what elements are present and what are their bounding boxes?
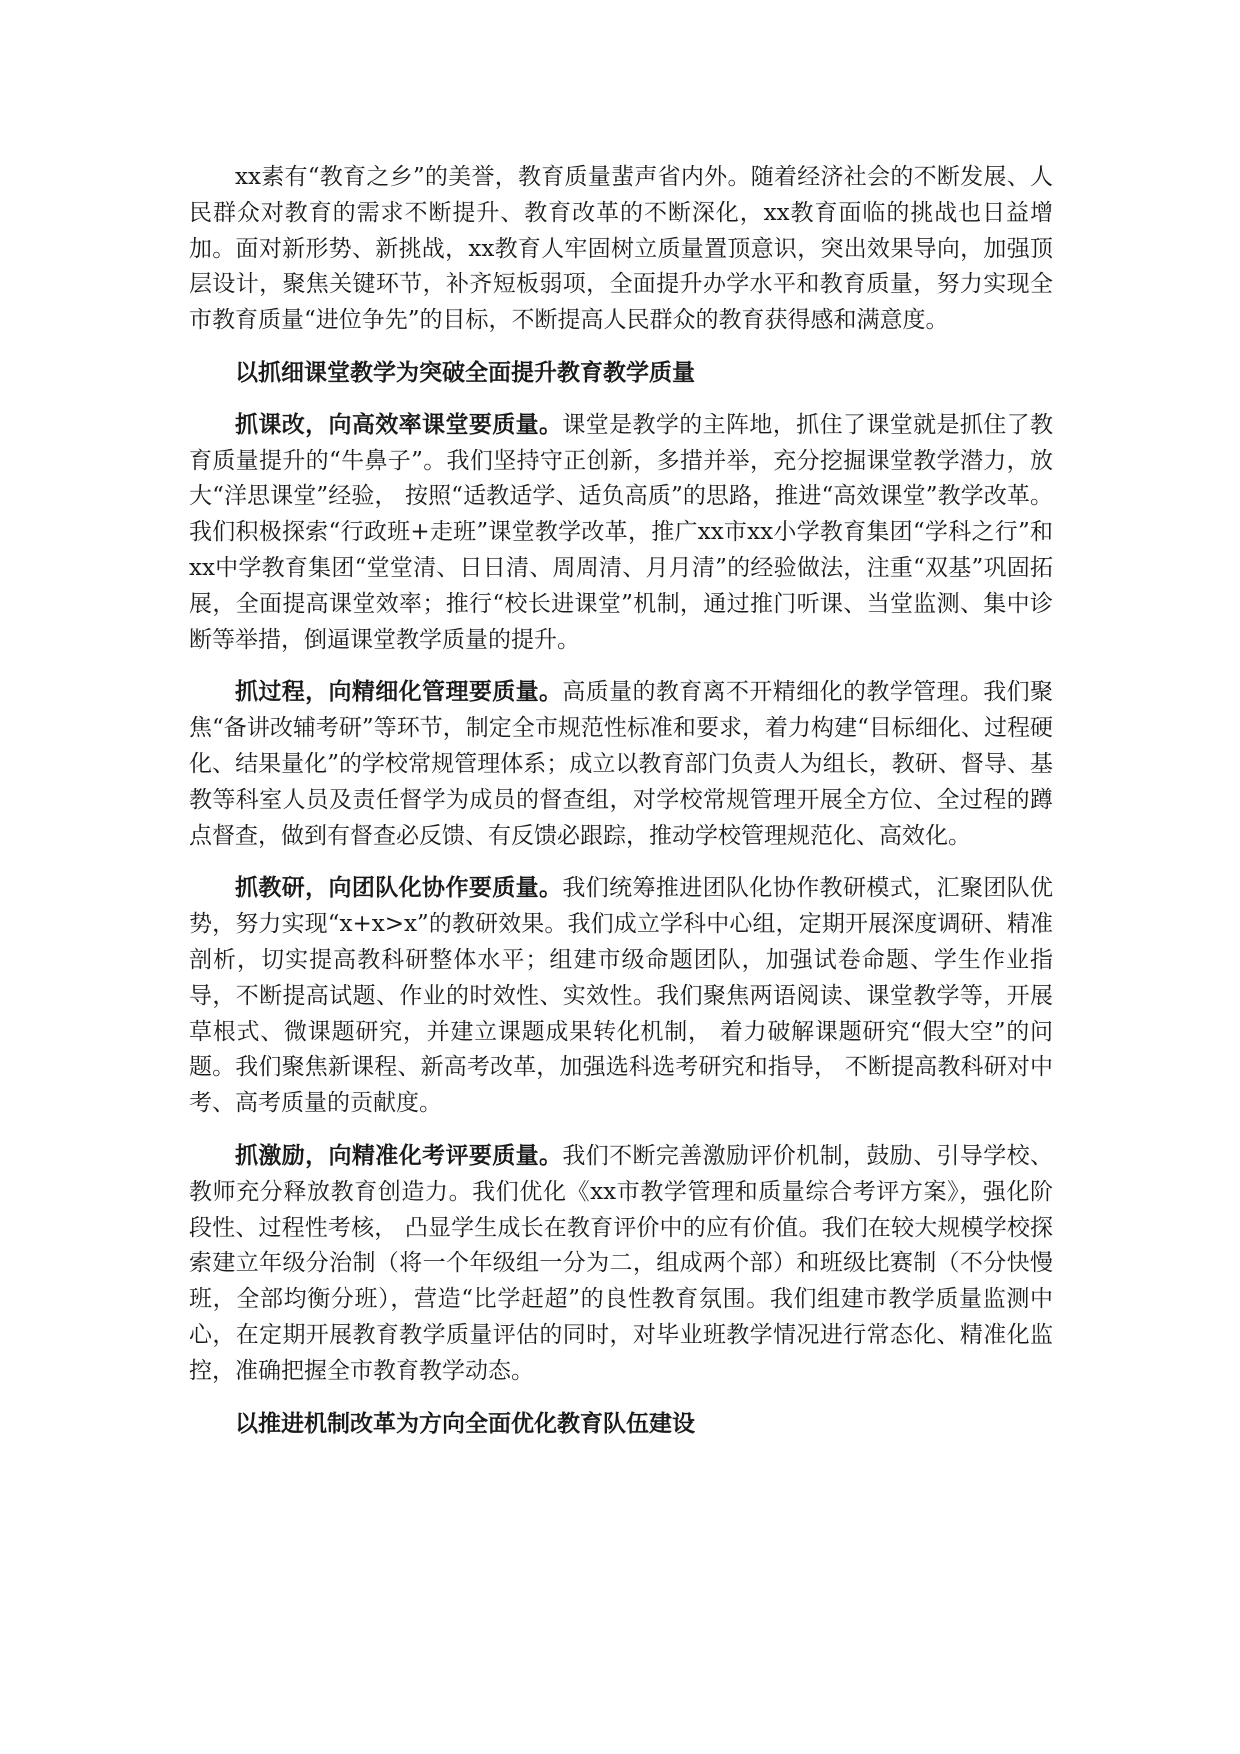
paragraph-lead: 抓课改，向高效率课堂要质量。 [235, 410, 563, 438]
section-heading-2: 以推进机制改革为方向全面优化教育队伍建设 [235, 1409, 695, 1437]
paragraph-lead: 抓激励，向精准化考评要质量。 [235, 1141, 563, 1169]
paragraph-classroom-reform [189, 407, 1053, 659]
paragraph-lead: 抓过程，向精细化管理要质量。 [235, 678, 563, 706]
paragraph-text: 我们统筹推进团队化协作教研模式，汇聚团队优势，努力实现“x+x>x”的教研效果。我们成立学科中心组，定期开展深度调研、精准剖析，切实提高教科研整体水平；组建市级命题团队，加强试卷命题、学生作业指导，不断提高试题、作业的时效性、实效性。我们聚焦两语阅读、课堂教学等，开展草根式、微课题研究，并建立课题成果转化机制， 着力破解课题研究“假大空”的问题。我们聚焦新课程、新高考改革，加强选科选考研究和指导， 不断提高教科研对中考、高考质量的贡献度。 [189, 875, 1054, 1117]
paragraph-teaching-research [189, 870, 1053, 1122]
paragraph-text: 我们不断完善激励评价机制，鼓励、引导学校、教师充分释放教育创造力。我们优化《xx市教学管理和质量综合考评方案》，强化阶段性、过程性考核， 凸显学生成长在教育评价中的应有价值。我们在较大规模学校探索建立年级分治制（将一个年级组一分为二，组成两个部）和班级比赛制（不分快慢班，全部均衡分班），营造“比学赶超”的良性教育氛围。我们组建市教学质量监测中心，在定期开展教育教学质量评估的同时，对毕业班教学情况进行常态化、精准化监控，准确把握全市教育教学动态。 [189, 1142, 1054, 1384]
paragraph-incentive-evaluation [189, 1138, 1053, 1390]
paragraph-process-management [189, 674, 1053, 854]
section-heading-1: 以抓细课堂教学为突破全面提升教育教学质量 [235, 358, 695, 386]
paragraph-text: 课堂是教学的主阵地，抓住了课堂就是抓住了教育质量提升的“牛鼻子”。我们坚持守正创新，多措并举，充分挖掘课堂教学潜力，放大“洋思课堂”经验， 按照“适教适学、适负高质”的思路，推进“高效课堂”教学改革。我们积极探索“行政班+走班”课堂教学改革，推广xx市xx小学教育集团“学科之行”和xx中学教育集团“堂堂清、日日清、周周清、月月清”的经验做法，注重“双基”巩固拓展，全面提高课堂效率；推行“校长进课堂”机制，通过推门听课、当堂监测、集中诊断等举措，倒逼课堂教学质量的提升。 [189, 411, 1054, 653]
intro-paragraph: xx素有“教育之乡”的美誉，教育质量蜚声省内外。随着经济社会的不断发展、人民群众对教育的需求不断提升、教育改革的不断深化，xx教育面临的挑战也日益增加。面对新形势、新挑战，xx教育人牢固树立质量置顶意识，突出效果导向，加强顶层设计，聚焦关键环节，补齐短板弱项，全面提升办学水平和教育质量，努力实现全市教育质量“进位争先”的目标，不断提高人民群众的教育获得感和满意度。 [189, 164, 1053, 334]
paragraph-lead: 抓教研，向团队化协作要质量。 [235, 874, 563, 902]
document-body [189, 160, 1053, 1457]
paragraph-text: 高质量的教育离不开精细化的教学管理。我们聚焦“备讲改辅考研”等环节，制定全市规范性标准和要求，着力构建“目标细化、过程硬化、结果量化”的学校常规管理体系；成立以教育部门负责人为组长，教研、督导、基教等科室人员及责任督学为成员的督查组，对学校常规管理开展全方位、全过程的蹲点督查，做到有督查必反馈、有反馈必跟踪，推动学校管理规范化、高效化。 [189, 679, 1054, 849]
